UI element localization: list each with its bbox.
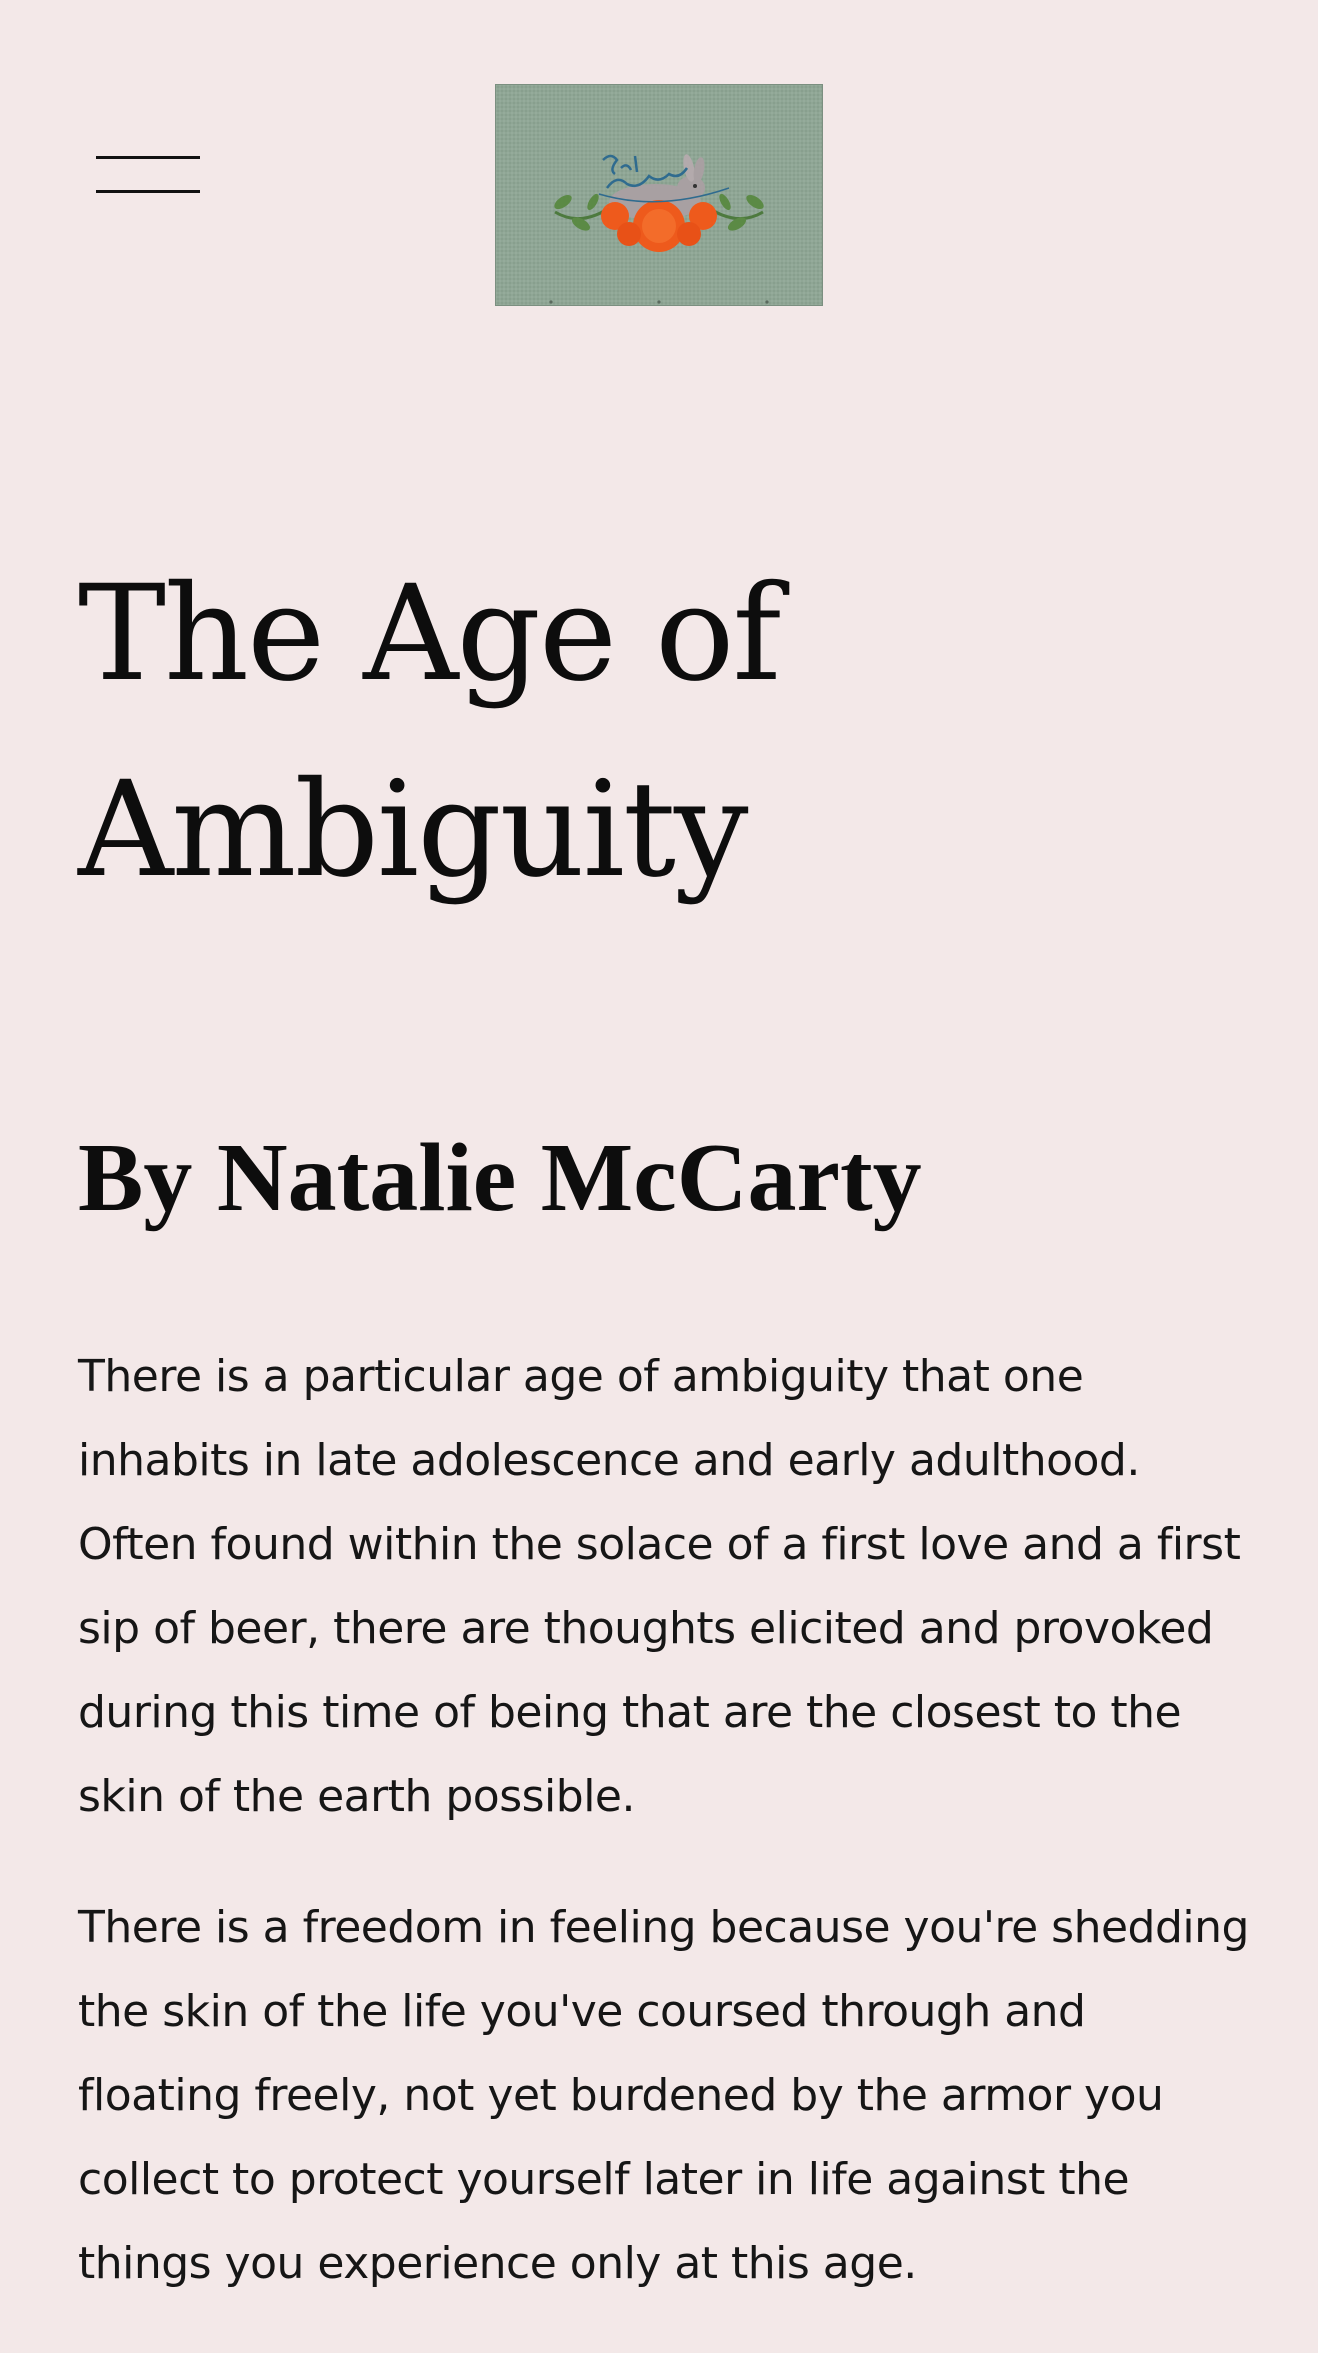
- article-byline: By Natalie McCarty: [78, 1124, 922, 1232]
- menu-button[interactable]: [90, 150, 205, 200]
- menu-line-top: [96, 156, 200, 159]
- article-paragraph-1: There is a particular age of ambiguity that one inhabits in late adolescence and early adulthood. Often found within the solace of a first love and a first sip of beer, there are thoughts elicited and provoked during this time of being that are the closest to the skin of the earth possible.: [78, 1351, 1241, 1822]
- site-header: [0, 0, 1318, 320]
- site-logo[interactable]: [495, 84, 823, 306]
- article-title: The Age of Ambiguity: [78, 557, 780, 907]
- article-body: [78, 1335, 1258, 2353]
- rabbit-on-marigolds-logo: [495, 84, 823, 306]
- article-paragraph-2: There is a freedom in feeling because you're shedding the skin of the life you've coursed through and floating freely, not yet burdened by the armor you collect to protect yourself later in life against the things you experience only at this age.: [78, 1902, 1249, 2289]
- menu-line-bottom: [96, 190, 200, 193]
